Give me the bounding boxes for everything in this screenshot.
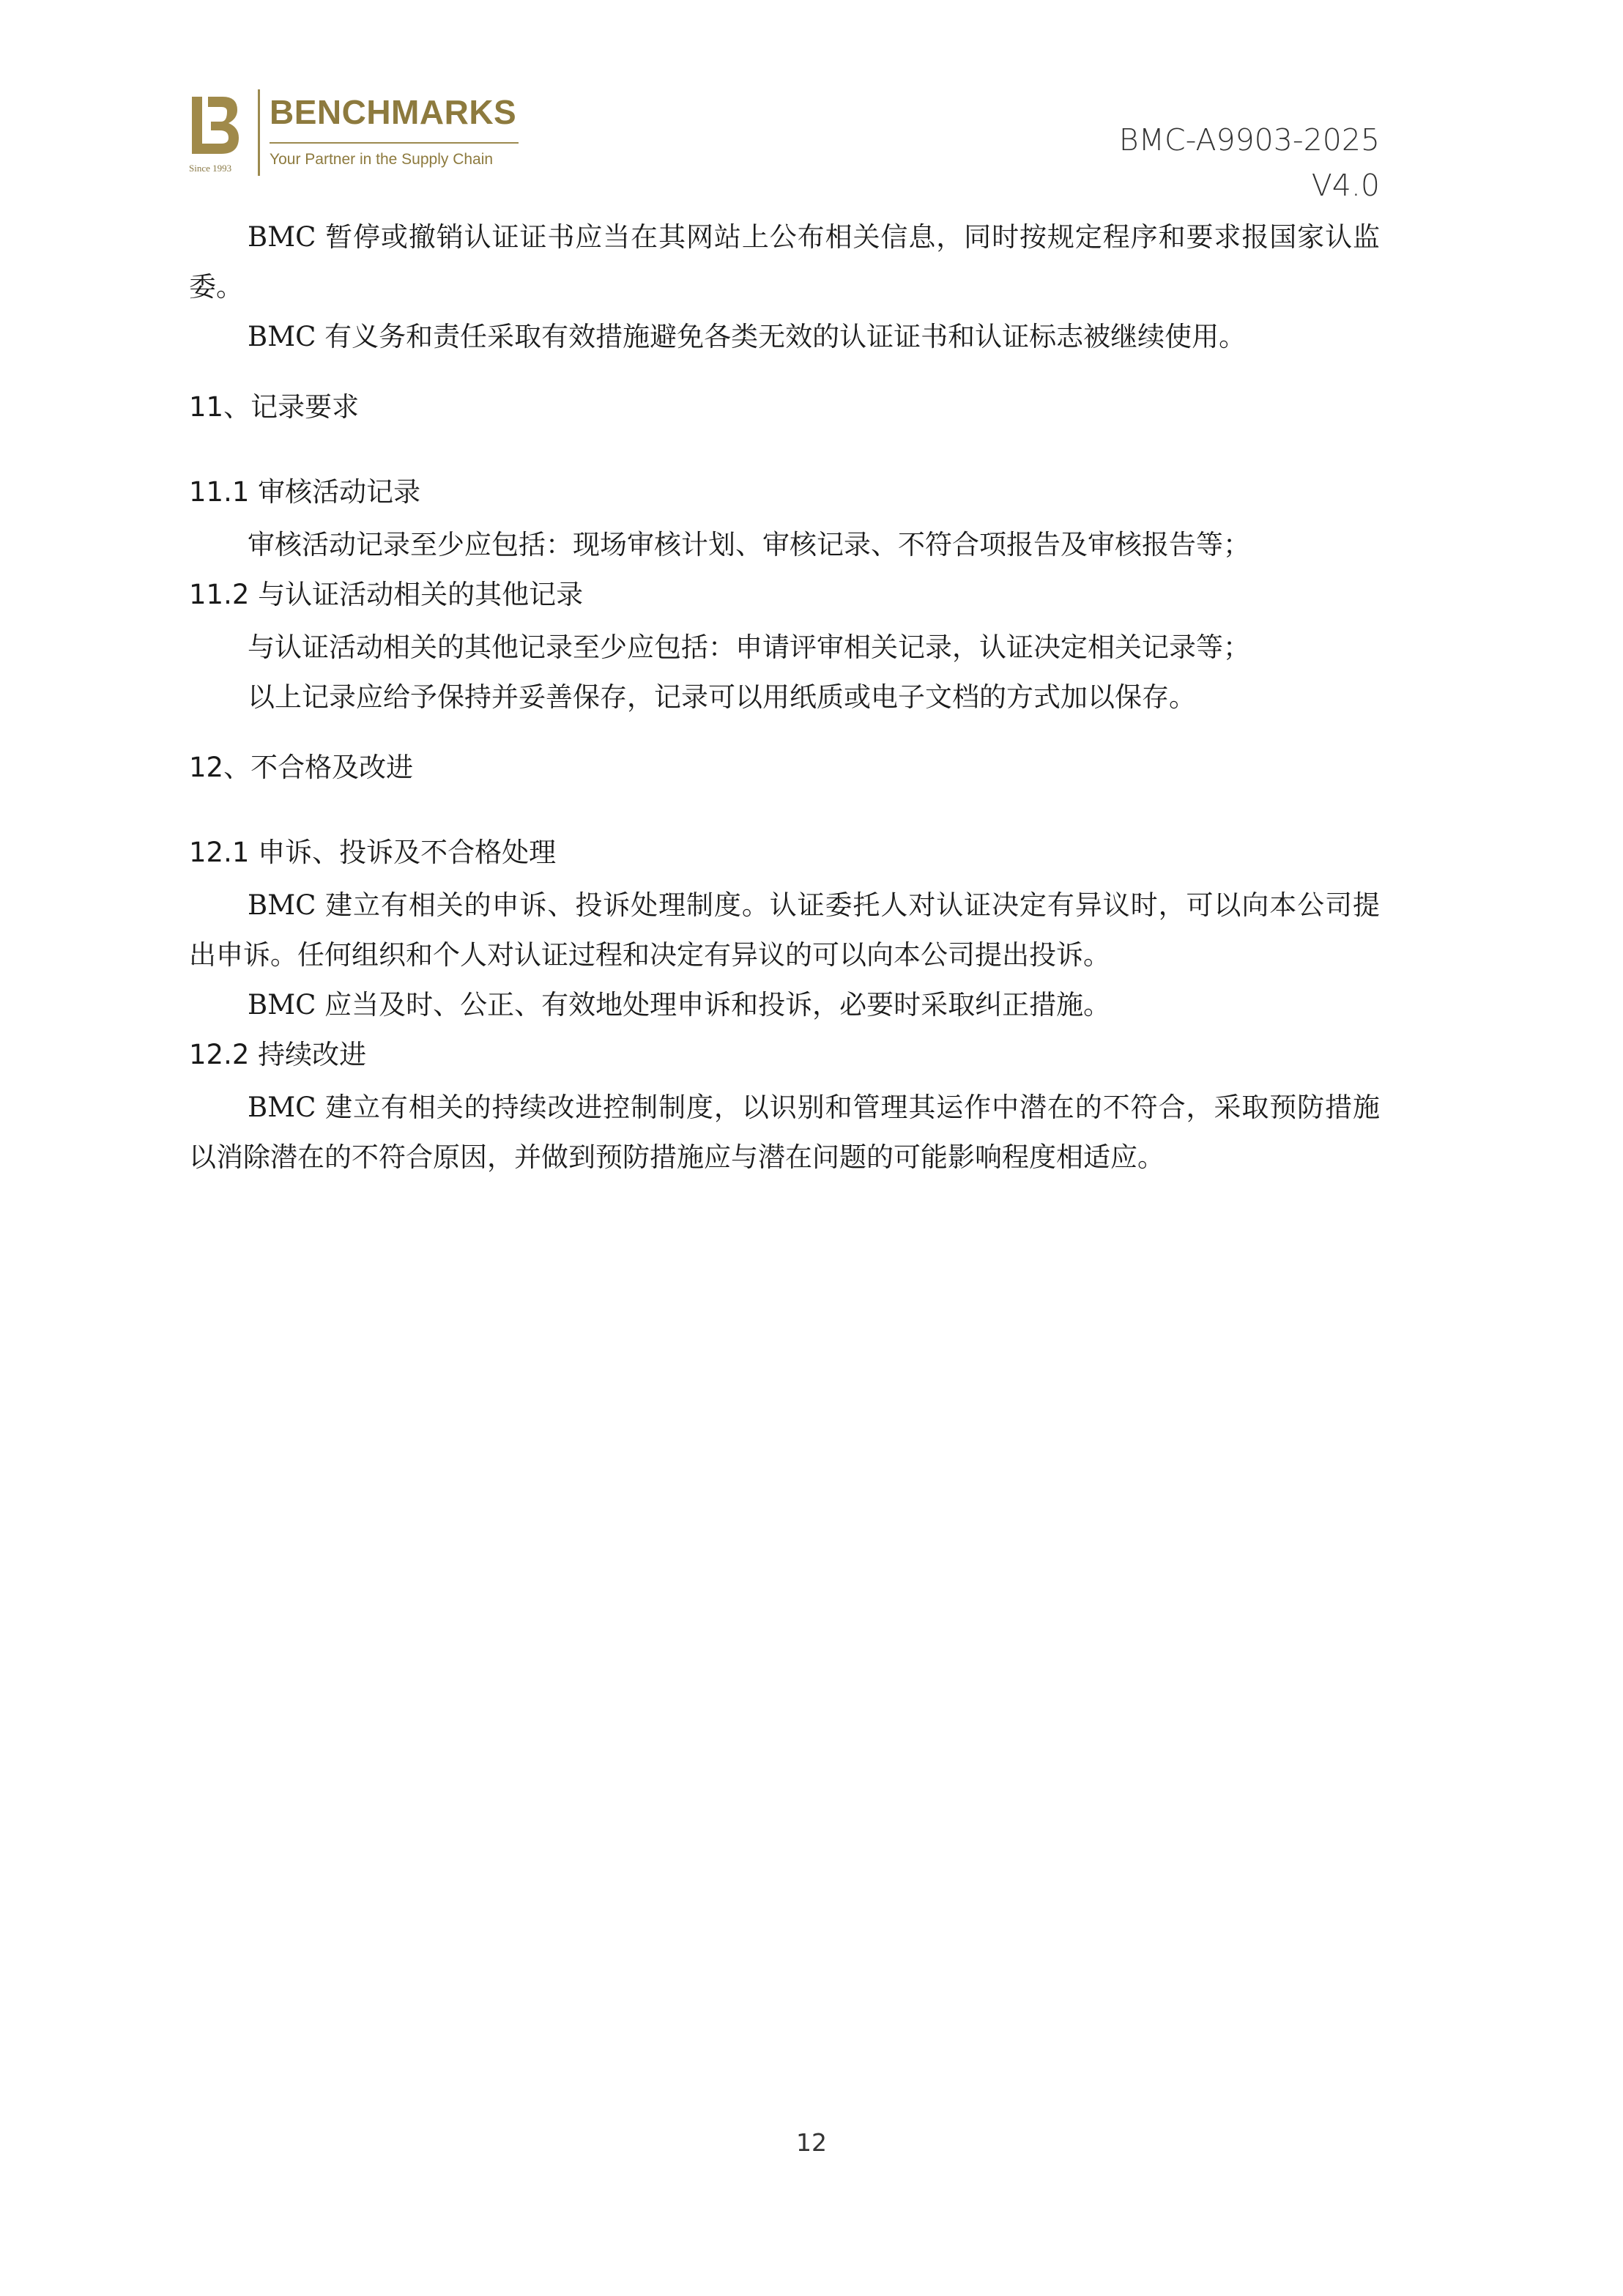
document-code: BMC-A9903-2025	[1118, 122, 1380, 158]
paragraph: BMC 建立有相关的申诉、投诉处理制度。认证委托人对认证决定有异议时，可以向本公司提出申诉。任何组织和个人对认证过程和决定有异议的可以向本公司提出投诉。	[189, 889, 1380, 971]
section-heading-11: 11、记录要求	[189, 391, 360, 423]
document-version: V4.0	[1311, 168, 1380, 203]
paragraph: 与认证活动相关的其他记录至少应包括：申请评审相关记录，认证决定相关记录等；	[248, 632, 1250, 663]
subsection-heading-11-2: 11.2 与认证活动相关的其他记录	[189, 579, 584, 610]
section-heading-12: 12、不合格及改进	[189, 752, 414, 783]
subsection-heading-12-2: 12.2 持续改进	[189, 1039, 367, 1070]
paragraph: BMC 暂停或撤销认证证书应当在其网站上公布相关信息，同时按规定程序和要求报国家认监委。	[189, 221, 1380, 303]
logo-divider	[258, 89, 260, 176]
document-code-block	[1119, 117, 1380, 208]
paragraph: 审核活动记录至少应包括：现场审核计划、审核记录、不符合项报告及审核报告等；	[248, 529, 1250, 560]
logo-tagline: Your Partner in the Supply Chain	[270, 151, 494, 168]
paragraph: 以上记录应给予保持并妥善保存，记录可以用纸质或电子文档的方式加以保存。	[248, 681, 1196, 713]
paragraph: BMC 应当及时、公正、有效地处理申诉和投诉，必要时采取纠正措施。	[248, 989, 1111, 1021]
subsection-heading-12-1: 12.1 申诉、投诉及不合格处理	[189, 837, 557, 868]
page-number: 12	[796, 2128, 827, 2157]
paragraph: BMC 建立有相关的持续改进控制制度，以识别和管理其运作中潜在的不符合，采取预防措施以消除潜在的不符合原因，并做到预防措施应与潜在问题的可能影响程度相适应。	[189, 1092, 1380, 1173]
logo-brand-name: BENCHMARKS	[270, 93, 517, 131]
benchmarks-logo-mark-icon	[189, 94, 240, 170]
document-body	[189, 212, 1380, 1182]
logo-since: Since 1993	[189, 163, 232, 174]
subsection-heading-11-1: 11.1 审核活动记录	[189, 476, 421, 508]
logo-rule	[270, 142, 519, 144]
paragraph: BMC 有义务和责任采取有效措施避免各类无效的认证证书和认证标志被继续使用。	[248, 321, 1247, 352]
company-logo	[189, 89, 526, 185]
